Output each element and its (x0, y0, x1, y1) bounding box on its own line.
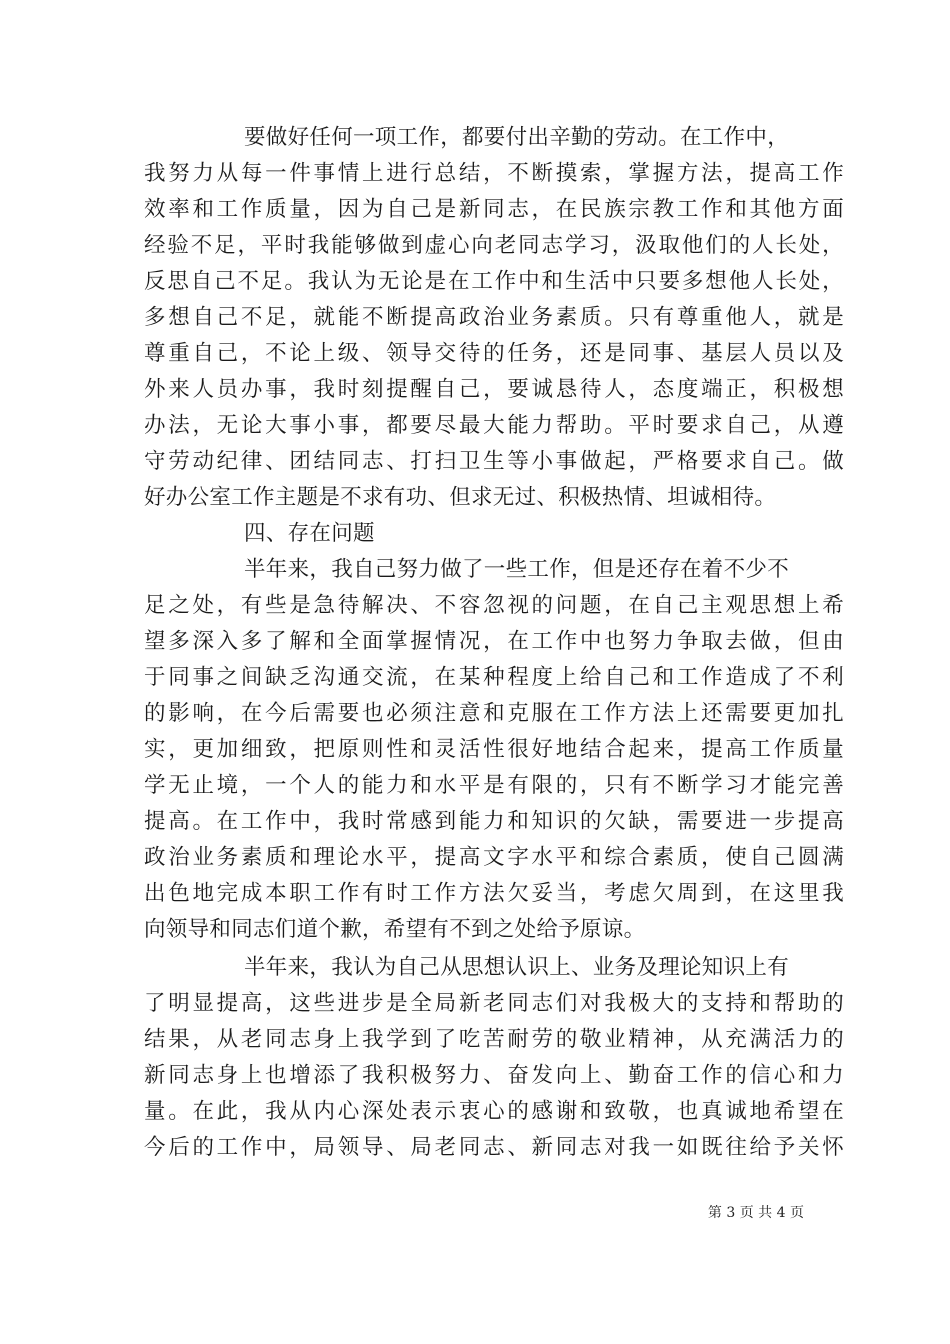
text-line: 足之处，有些是急待解决、不容忽视的问题，在自己主观思想上希 (144, 593, 844, 618)
text-line: 尊重自己，不论上级、领导交待的任务，还是同事、基层人员以及 (144, 341, 844, 366)
paragraph-problems (144, 552, 844, 948)
text-line: 了明显提高，这些进步是全局新老同志们对我极大的支持和帮助的 (144, 991, 844, 1016)
text-line: 办法，无论大事小事，都要尽最大能力帮助。平时要求自己，从遵 (144, 413, 844, 438)
section-heading: 四、存在问题 (244, 521, 375, 546)
document-body (144, 120, 844, 1166)
text-line: 的影响，在今后需要也必须注意和克服在工作方法上还需要更加扎 (144, 701, 844, 726)
text-line: 政治业务素质和理论水平，提高文字水平和综合素质，使自己圆满 (144, 845, 844, 870)
text-line: 要做好任何一项工作，都要付出辛勤的劳动。在工作中， (244, 125, 790, 150)
text-line: 今后的工作中，局领导、局老同志、新同志对我一如既往给予关怀 (144, 1135, 844, 1160)
text-line: 学无止境，一个人的能力和水平是有限的，只有不断学习才能完善 (144, 773, 844, 798)
text-line: 反思自己不足。我认为无论是在工作中和生活中只要多想他人长处， (144, 269, 844, 294)
text-line: 向领导和同志们道个歉，希望有不到之处给予原谅。 (144, 917, 646, 942)
text-line: 于同事之间缺乏沟通交流，在某种程度上给自己和工作造成了不利 (144, 665, 844, 690)
text-line: 经验不足，平时我能够做到虚心向老同志学习，汲取他们的人长处， (144, 233, 844, 258)
text-line: 望多深入多了解和全面掌握情况，在工作中也努力争取去做，但由 (144, 629, 844, 654)
page-number: 第 3 页 共 4 页 (707, 1205, 804, 1221)
text-line: 实，更加细致，把原则性和灵活性很好地结合起来，提高工作质量 (144, 737, 844, 762)
text-line: 守劳动纪律、团结同志、打扫卫生等小事做起，严格要求自己。做 (144, 449, 844, 474)
text-line: 半年来，我自己努力做了一些工作，但是还存在着不少不 (244, 557, 790, 582)
text-line: 好办公室工作主题是不求有功、但求无过、积极热情、坦诚相待。 (144, 485, 777, 510)
text-line: 结果，从老同志身上我学到了吃苦耐劳的敬业精神，从充满活力的 (144, 1027, 844, 1052)
text-line: 外来人员办事，我时刻提醒自己，要诚恳待人，态度端正，积极想 (144, 377, 844, 402)
paragraph-work-attitude (144, 120, 844, 516)
text-line: 提高。在工作中，我时常感到能力和知识的欠缺，需要进一步提高 (144, 809, 844, 834)
text-line: 半年来，我认为自己从思想认识上、业务及理论知识上有 (244, 955, 790, 980)
text-line: 出色地完成本职工作有时工作方法欠妥当，考虑欠周到，在这里我 (144, 881, 844, 906)
text-line: 我努力从每一件事情上进行总结，不断摸索，掌握方法，提高工作 (144, 161, 844, 186)
paragraph-gratitude (144, 950, 844, 1166)
text-line: 效率和工作质量，因为自己是新同志，在民族宗教工作和其他方面 (144, 197, 844, 222)
text-line: 量。在此，我从内心深处表示衷心的感谢和致敬，也真诚地希望在 (144, 1099, 844, 1124)
text-line: 新同志身上也增添了我积极努力、奋发向上、勤奋工作的信心和力 (144, 1063, 844, 1088)
text-line: 多想自己不足，就能不断提高政治业务素质。只有尊重他人，就是 (144, 305, 844, 330)
